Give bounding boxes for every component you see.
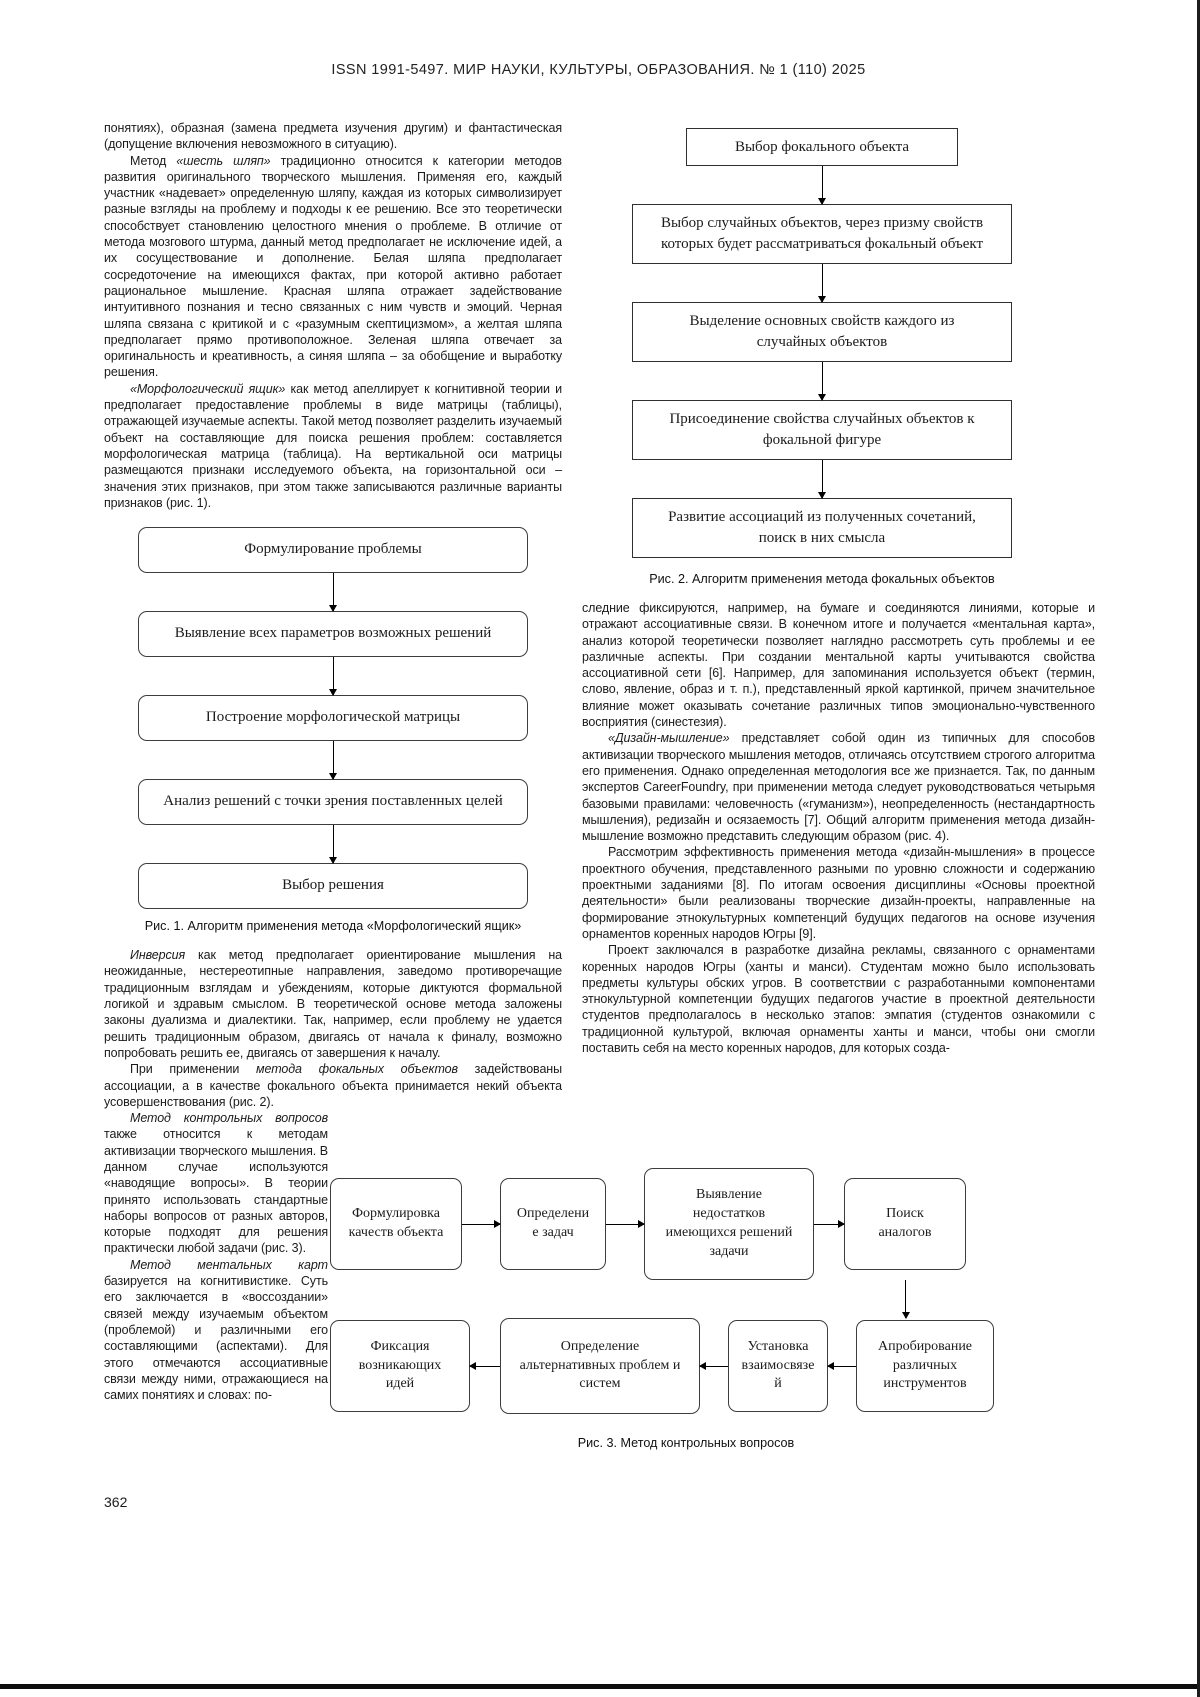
figure-1-flowchart	[138, 527, 528, 909]
down-arrow-icon	[333, 825, 334, 863]
down-arrow-icon	[333, 657, 334, 695]
down-arrow-icon	[822, 362, 823, 400]
flowchart-box: Апробирование различных инструментов	[856, 1320, 994, 1412]
paragraph: «Морфологический ящик» как метод апеллирует к когнитивной теории и предполагает предоставление проблемы в виде матрицы (таблицы), отражающей изучаемые аспекты. Такой метод позволяет разделить изучаемый объект на составляющие для поиска решения проблем: составляется морфологическая матрица (таблица). На вертикальной оси матрицы размещаются признаки исследуемого объекта, на горизонтальной оси – значения этих признаков, при этом также записываются различные варианты признаков (рис. 1).	[104, 381, 562, 510]
paragraph: Метод «шесть шляп» традиционно относится к категории методов развития оригинального творческого мышления. Применяя его, каждый участник «надевает» определенную шляпу, каждая из которых символизирует разные взгляды на проблему и подходы к ее решению. Все это теоретически способствует становлению целостного мнения о проблеме. В отличие от метода мозгового штурма, данный метод предполагает не исключение идей, а их сосуществование и дополнение. Белая шляпа предполагает сосредоточение на имеющихся фактах, при которой активно работает рациональное мышление. Красная шляпа отражает задействование интуитивного познания и тесно связанных с ним чувств и эмоций. Черная шляпа связана с критикой и с «разумным скептицизмом», а желтая шляпа предполагает прямо противоположное. Зеленая шляпа отвечает за оригинальность и креативность, а синяя шляпа – за обобщение и выработку решения.	[104, 153, 562, 380]
flowchart-box: Определение альтернативных проблем и систем	[500, 1318, 700, 1414]
figure-1-caption: Рис. 1. Алгоритм применения метода «Морфологический ящик»	[144, 919, 522, 934]
figure-3-connector	[330, 1280, 1042, 1318]
paragraph: Метод контрольных вопросов также относится к методам активизации творческого мышления. В данном случае используются «наводящие вопросы». В теории принято использовать стандартные наборы вопросов от разных авторов, которые подходят для решения практически любой задачи (рис. 3).	[104, 1111, 328, 1256]
right-arrow-icon	[462, 1224, 500, 1225]
down-arrow-icon	[822, 264, 823, 302]
flowchart-box: Присоединение свойства случайных объектов к фокальной фигуре	[632, 400, 1012, 460]
paragraph: Проект заключался в разработке дизайна рекламы, связанного с орнаментами коренных народов Югры (ханты и манси). Студентам можно было использовать предметы культуры обских угров. В соответствии с разработанными компонентами этнокультурной компетенции будущих педагогов участие в проектной деятельности студентов предполагалось в несколько этапов: эмпатия (студентов ознакомили с традиционной культурой, включая орнаменты ханты и манси, чтобы они смогли поставить себя на место коренных народов, для которых созда-	[582, 943, 1095, 1056]
flowchart-box: Установка взаимосвязе й	[728, 1320, 828, 1412]
flowchart-box: Формулирование проблемы	[138, 527, 528, 573]
paragraph: Рассмотрим эффективность применения метода «дизайн-мышления» в процессе проектного обучения, представленного разными по уровню сложности и содержанию проектными заданиями [8]. По итогам освоения дисциплины «Основы проектной деятельности» были реализованы творческие дизайн-проекты, направленные на формирование этнокультурных компетенций будущих педагогов на основе изучения орнаментов коренных народов Югры [9].	[582, 845, 1095, 941]
flowchart-box: Формулировка качеств объекта	[330, 1178, 462, 1270]
down-arrow-icon	[822, 166, 823, 204]
page-number: 362	[104, 1494, 128, 1510]
flowchart-box: Выявление всех параметров возможных решений	[138, 611, 528, 657]
flowchart-box: Поиск аналогов	[844, 1178, 966, 1270]
paragraph: При применении метода фокальных объектов задействованы ассоциации, а в качестве фокального объекта принимается некий объекта усовершенствования (рис. 2).	[104, 1062, 562, 1109]
down-arrow-icon	[905, 1280, 906, 1318]
right-arrow-icon	[814, 1224, 844, 1225]
flowchart-box: Выделение основных свойств каждого из случайных объектов	[632, 302, 1012, 362]
page-bottom-rule	[0, 1684, 1197, 1689]
down-arrow-icon	[822, 460, 823, 498]
figure-2-caption: Рис. 2. Алгоритм применения метода фокальных объектов	[649, 572, 995, 586]
flowchart-box: Построение морфологической матрицы	[138, 695, 528, 741]
paragraph: Инверсия как метод предполагает ориентирование мышления на неожиданные, нестереотипные направления, заведомо противоречащие традиционным взглядам и убеждениям, которые диктуются формальной логикой и здравым смыслом. В теоретической основе метода заложены законы дуализма и диалектики. Так, например, если проблему не удается решить традиционным образом, двигаясь от начала к финалу, возможно попробовать решить ее, двигаясь от завершения к началу.	[104, 948, 562, 1060]
right-column	[582, 118, 1095, 1056]
paragraph: Метод ментальных карт базируется на когнитивистике. Суть его заключается в «воссоздании» связей между изучаемым объектом (проблемой) и различными его составляющими (аспектами). Для этого отмечаются ассоциативные связи между ними, отражающиеся на самих понятиях и словах: по-	[104, 1257, 328, 1403]
journal-header: ISSN 1991-5497. МИР НАУКИ, КУЛЬТУРЫ, ОБРАЗОВАНИЯ. № 1 (110) 2025	[331, 62, 866, 78]
paragraph: «Дизайн-мышление» представляет собой один из типичных для способов активизации творческого мышления методов, отличаясь отсутствием строгого алгоритма его применения. Однако определенная методология все же признается. Так, по данным экспертов CareerFoundry, при применении метода следует руководствоваться четырьмя базовыми правилами: человечность («гуманизм»), неопределенность (нестандартность мышления), редизайн и осязаемость [7]. Общий алгоритм применения метода дизайн-мышление возможно представить следующим образом (рис. 4).	[582, 731, 1095, 844]
flowchart-box: Выбор фокального объекта	[686, 128, 958, 166]
down-arrow-icon	[333, 741, 334, 779]
flowchart-box: Выявление недостатков имеющихся решений задачи	[644, 1168, 814, 1280]
flowchart-box: Анализ решений с точки зрения поставленных целей	[138, 779, 528, 825]
down-arrow-icon	[333, 573, 334, 611]
flowchart-box: Выбор решения	[138, 863, 528, 909]
figure-3-row-2	[330, 1318, 1042, 1414]
flowchart-box: Определени е задач	[500, 1178, 606, 1270]
figure-2-flowchart	[632, 128, 1012, 586]
flowchart-box: Развитие ассоциаций из полученных сочетаний, поиск в них смысла	[632, 498, 1012, 558]
left-arrow-icon	[828, 1366, 856, 1367]
left-arrow-icon	[700, 1366, 728, 1367]
paragraph: понятиях), образная (замена предмета изучения другим) и фантастическая (допущение включения невозможного в ситуацию).	[104, 121, 562, 152]
left-arrow-icon	[470, 1366, 500, 1367]
flowchart-box: Фиксация возникающих идей	[330, 1320, 470, 1412]
paragraph: следние фиксируются, например, на бумаге и соединяются линиями, которые и отражают ассоциативные связи. В конечном итоге и получается «ментальная карта», анализ которой теоретически позволяет наглядно рассмотреть суть проблемы и ее различные аспекты. При создании ментальной карты учитываются свойства ассоциативной сети [6]. Например, для запоминания используется объект (термин, слово, явление, образ и т. п.), представленный яркой картинкой, причем значительное влияние может оказывать сочетание различных типов эмоционально-чувственного восприятия (синестезия).	[582, 601, 1095, 730]
figure-3-flowchart	[330, 1168, 1042, 1464]
figure-3-row-1	[330, 1168, 1042, 1280]
flowchart-box: Выбор случайных объектов, через призму свойств которых будет рассматриваться фокальный объект	[632, 204, 1012, 264]
right-arrow-icon	[606, 1224, 644, 1225]
figure-3-caption: Рис. 3. Метод контрольных вопросов	[577, 1436, 795, 1450]
